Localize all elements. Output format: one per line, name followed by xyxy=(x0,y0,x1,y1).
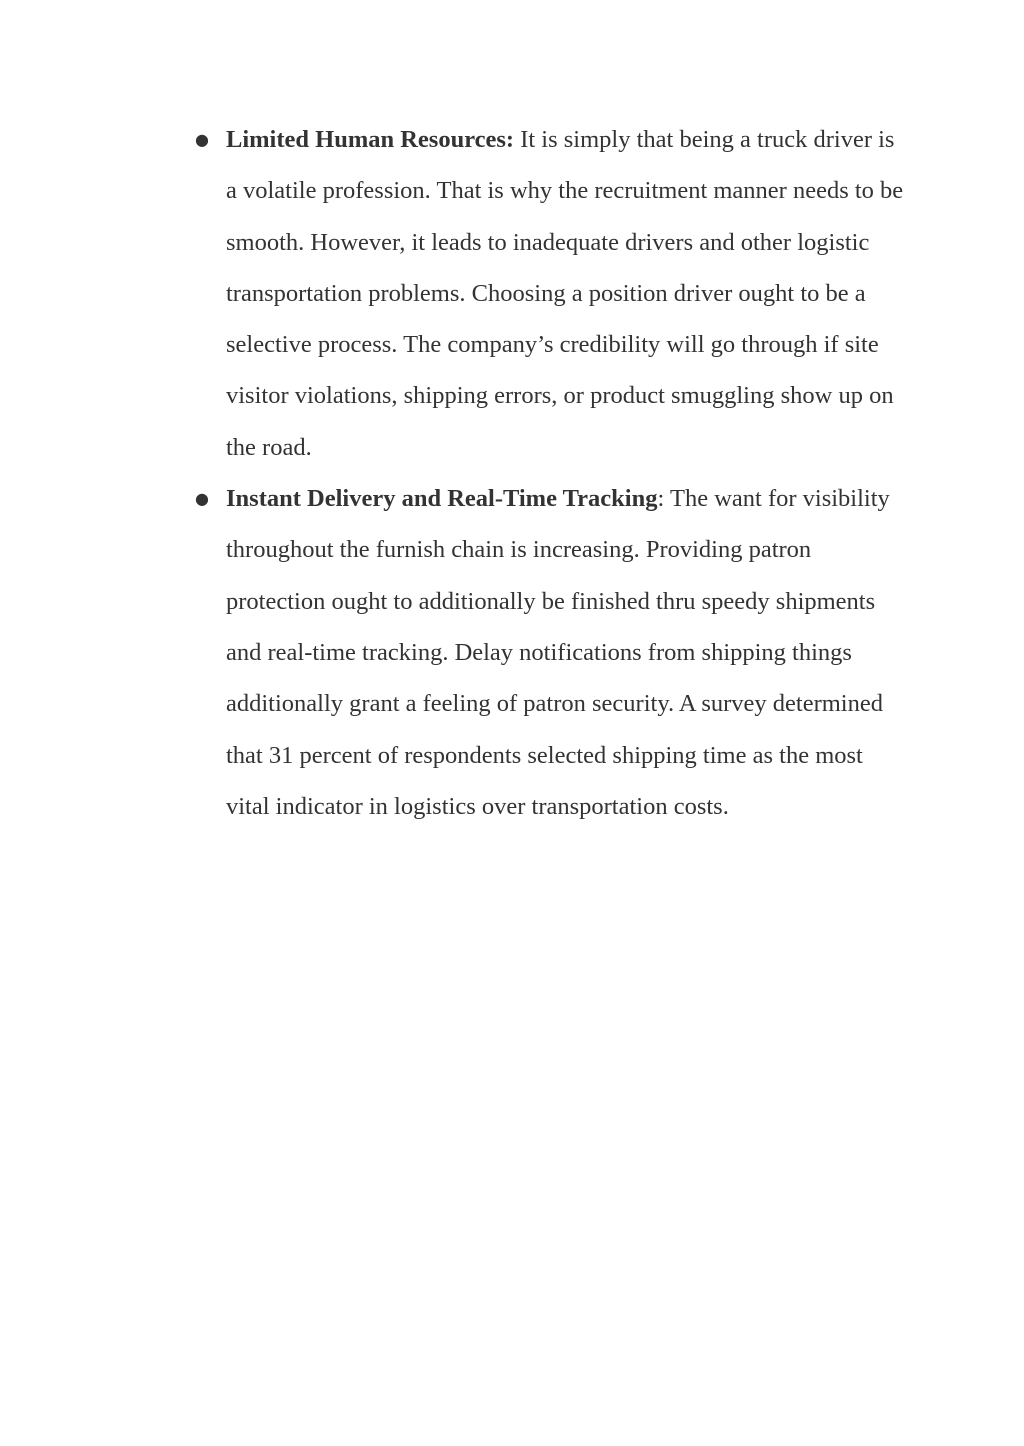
item-body-text: The want for visibility throughout the furnish chain is increasing. Providing patron protection ought to additionally be finished thru speedy shipments and real-time tracking. Delay notifications from shipping things additionally grant a feeling of patron security. A survey determined that 31 percent of respondents selected shipping time as the most vital indicator in logistics over transportation costs. xyxy=(226,485,890,820)
list-item-limited-human-resources xyxy=(194,114,904,473)
bullet-list xyxy=(194,114,904,832)
item-body-text: It is simply that being a truck driver is a volatile profession. That is why the recruitment manner needs to be smooth. However, it leads to inadequate drivers and other logistic transportation problems. Choosing a position driver ought to be a selective process. The company’s credibility will go through if site visitor violations, shipping errors, or product smuggling show up on the road. xyxy=(226,126,904,461)
bold-term: Instant Delivery and Real-Time Tracking xyxy=(226,485,658,513)
term-separator: : xyxy=(657,485,670,513)
bold-term: Limited Human Resources: xyxy=(226,126,515,153)
bullet-icon: ● xyxy=(195,130,209,149)
bullet-icon: ● xyxy=(195,489,209,509)
list-item-instant-delivery xyxy=(194,473,904,832)
